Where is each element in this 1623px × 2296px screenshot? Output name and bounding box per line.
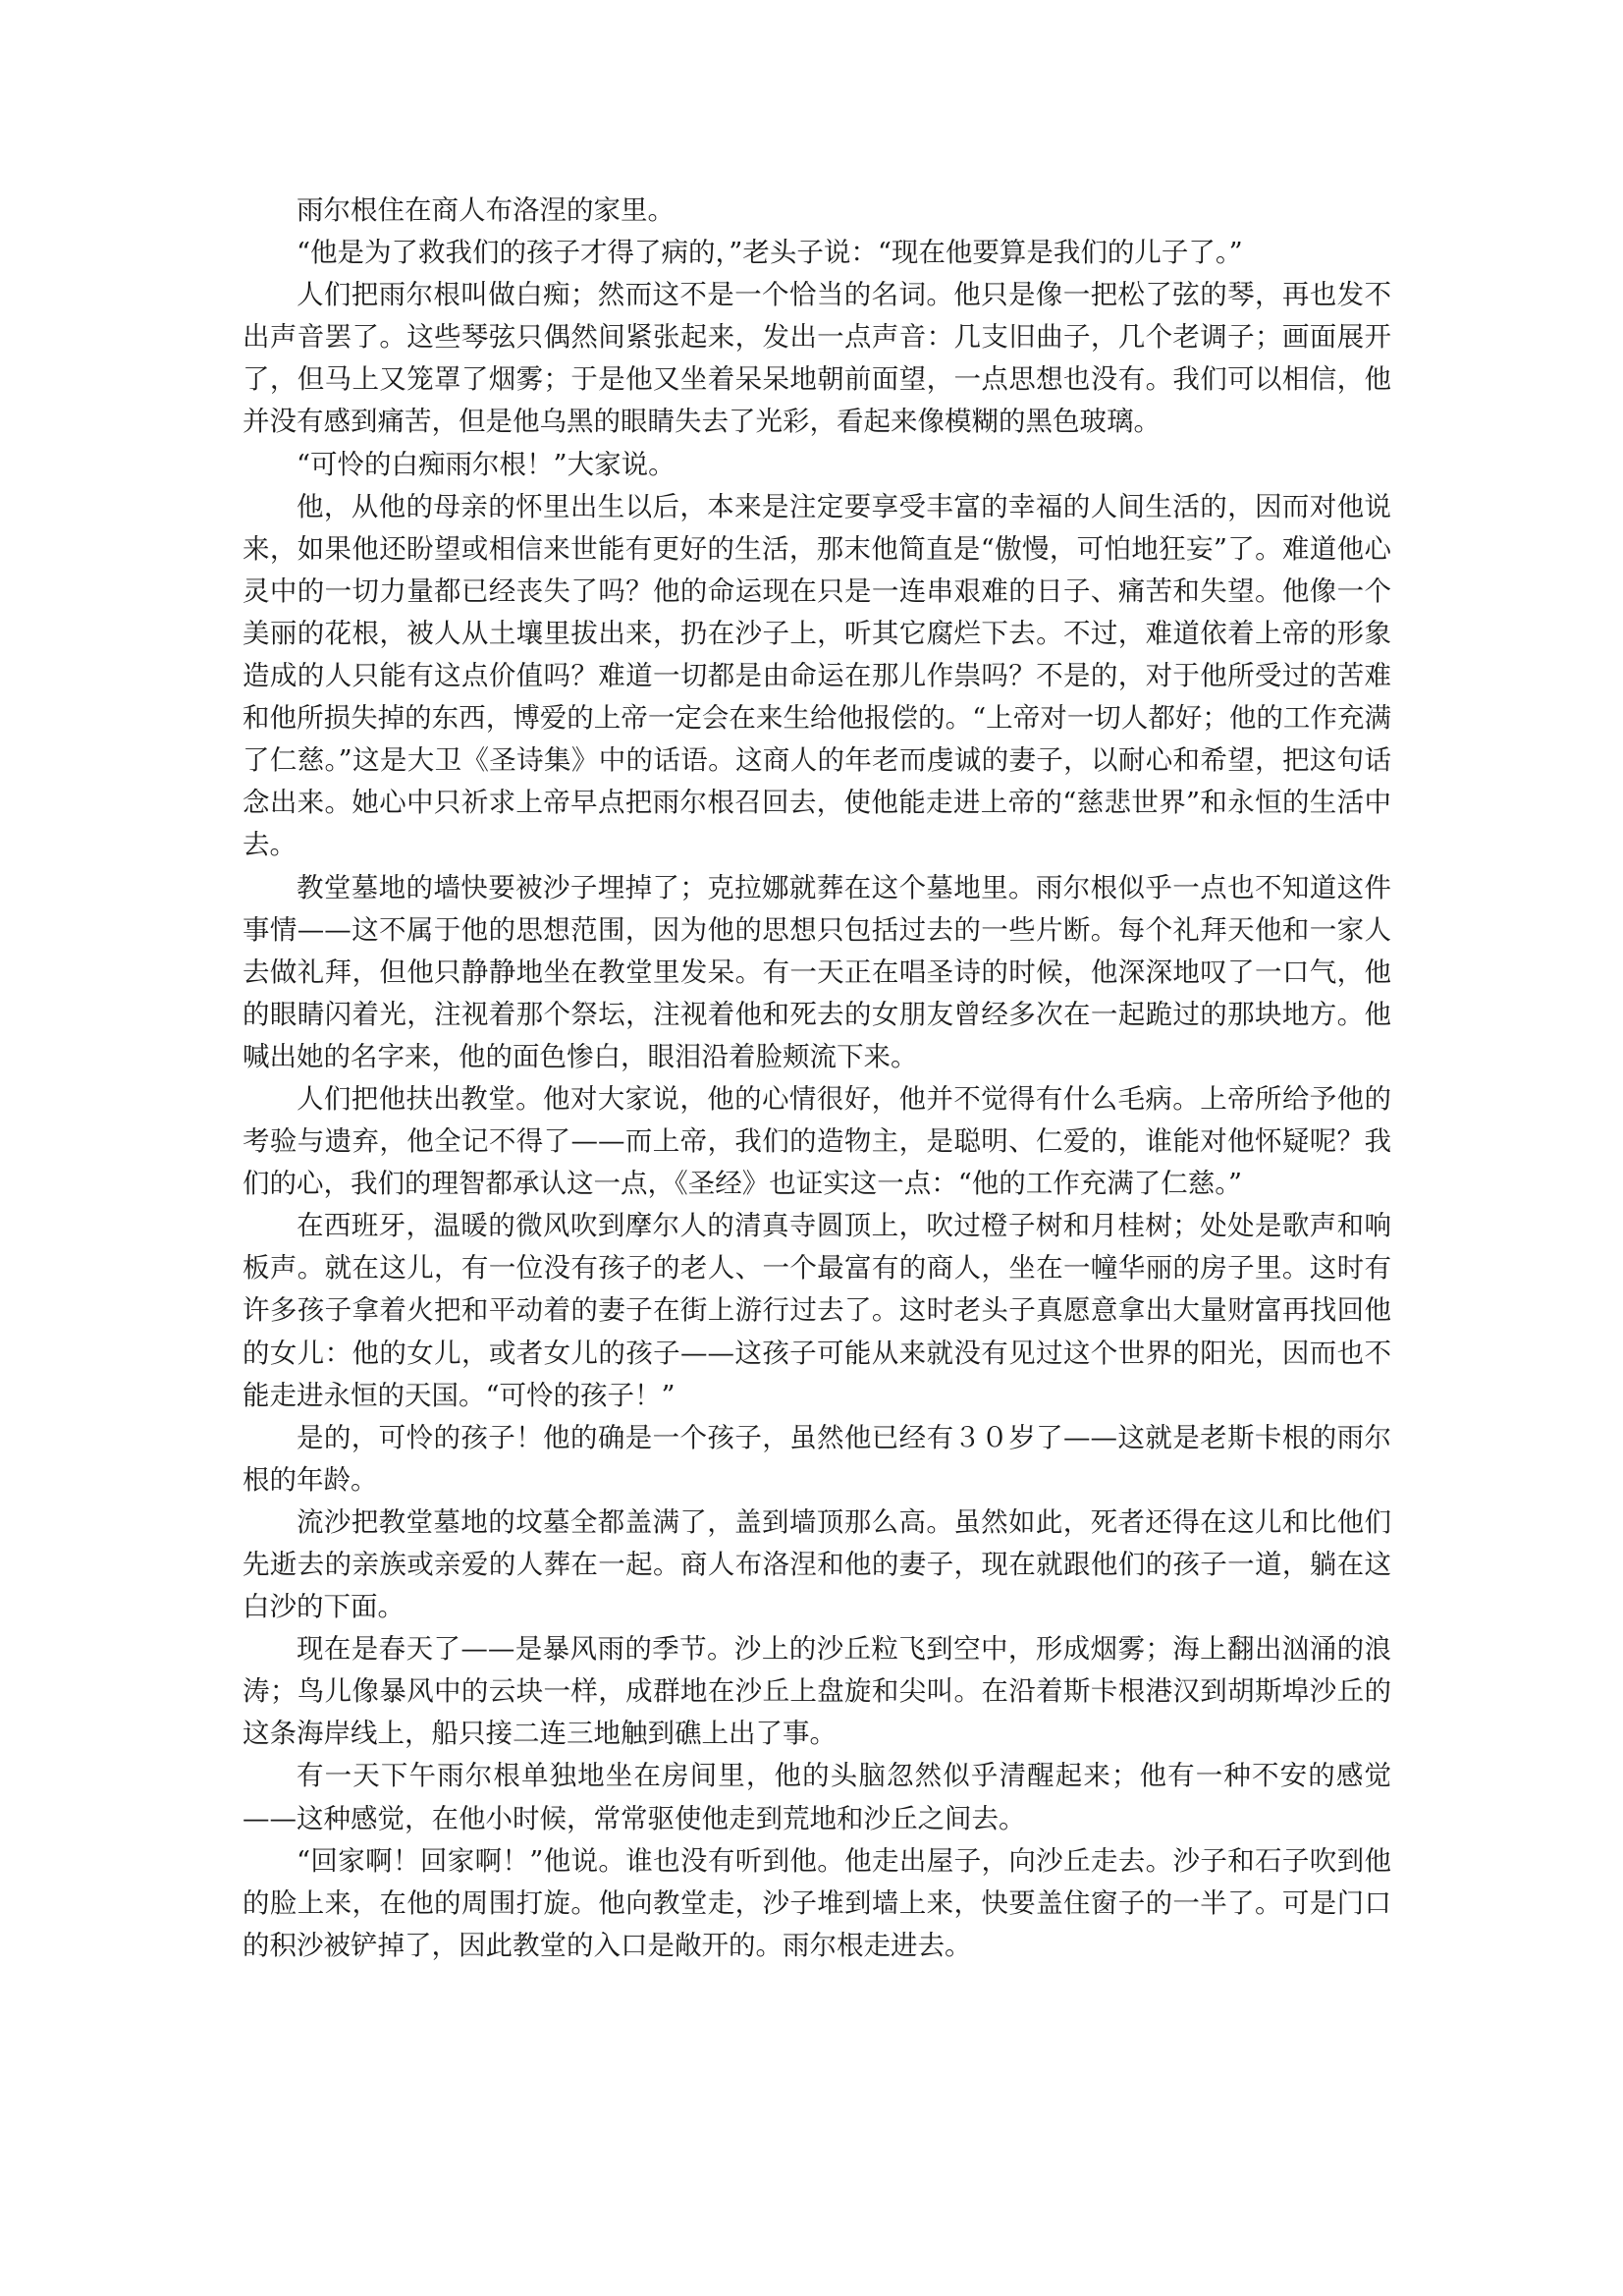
paragraph: “回家啊！回家啊！”他说。谁也没有听到他。他走出屋子，向沙丘走去。沙子和石子吹到他的脸上来，在他的周围打旋。他向教堂走，沙子堆到墙上来，快要盖住窗子的一半了。可是门口的积沙被铲掉了，因此教堂的入口是敞开的。雨尔根走进去。 <box>243 1844 1391 1961</box>
paragraph: 人们把雨尔根叫做白痴；然而这不是一个恰当的名词。他只是像一把松了弦的琴，再也发不出声音罢了。这些琴弦只偶然间紧张起来，发出一点声音：几支旧曲子，几个老调子；画面展开了，但马上又笼罩了烟雾；于是他又坐着呆呆地朝前面望，一点思想也没有。我们可以相信，他并没有感到痛苦，但是他乌黑的眼睛失去了光彩，看起来像模糊的黑色玻璃。 <box>243 279 1391 438</box>
paragraph: 是的，可怜的孩子！他的确是一个孩子，虽然他已经有３０岁了——这就是老斯卡根的雨尔根的年龄。 <box>243 1421 1391 1496</box>
paragraph: 雨尔根住在商人布洛涅的家里。 <box>297 194 675 226</box>
paragraph: 流沙把教堂墓地的坟墓全都盖满了，盖到墙顶那么高。虽然如此，死者还得在这儿和比他们先逝去的亲族或亲爱的人葬在一起。商人布洛涅和他的妻子，现在就跟他们的孩子一道，躺在这白沙的下面。 <box>243 1505 1391 1623</box>
paragraph: “可怜的白痴雨尔根！”大家说。 <box>297 448 676 480</box>
paragraph: 教堂墓地的墙快要被沙子埋掉了；克拉娜就葬在这个墓地里。雨尔根似乎一点也不知道这件事情——这不属于他的思想范围，因为他的思想只包括过去的一些片断。每个礼拜天他和一家人去做礼拜，但他只静静地坐在教堂里发呆。有一天正在唱圣诗的时候，他深深地叹了一口气，他的眼睛闪着光，注视着那个祭坛，注视着他和死去的女朋友曾经多次在一起跪过的那块地方。他喊出她的名字来，他的面色惨白，眼泪沿着脸颊流下来。 <box>243 871 1391 1072</box>
paragraph: 在西班牙，温暖的微风吹到摩尔人的清真寺圆顶上，吹过橙子树和月桂树；处处是歌声和响板声。就在这儿，有一位没有孩子的老人、一个最富有的商人，坐在一幢华丽的房子里。这时有许多孩子拿着火把和平动着的妻子在街上游行过去了。这时老头子真愿意拿出大量财富再找回他的女儿：他的女儿，或者女儿的孩子——这孩子可能从来就没有见过这个世界的阳光，因而也不能走进永恒的天国。“可怜的孩子！” <box>243 1210 1391 1411</box>
body-text <box>243 190 1391 1967</box>
paragraph: 人们把他扶出教堂。他对大家说，他的心情很好，他并不觉得有什么毛病。上帝所给予他的考验与遗弃，他全记不得了——而上帝，我们的造物主，是聪明、仁爱的，谁能对他怀疑呢？我们的心，我们的理智都承认这一点，《圣经》也证实这一点：“他的工作充满了仁慈。” <box>243 1082 1391 1200</box>
paragraph: 他，从他的母亲的怀里出生以后，本来是注定要享受丰富的幸福的人间生活的，因而对他说来，如果他还盼望或相信来世能有更好的生活，那末他简直是“傲慢，可怕地狂妄”了。难道他心灵中的一切力量都已经丧失了吗？他的命运现在只是一连串艰难的日子、痛苦和失望。他像一个美丽的花根，被人从土壤里拔出来，扔在沙子上，听其它腐烂下去。不过，难道依着上帝的形象造成的人只能有这点价值吗？难道一切都是由命运在那儿作祟吗？不是的，对于他所受过的苦难和他所损失掉的东西，博爱的上帝一定会在来生给他报偿的。“上帝对一切人都好；他的工作充满了仁慈。”这是大卫《圣诗集》中的话语。这商人的年老而虔诚的妻子，以耐心和希望，把这句话念出来。她心中只祈求上帝早点把雨尔根召回去，使他能走进上帝的“慈悲世界”和永恒的生活中去。 <box>243 490 1391 861</box>
paragraph: 现在是春天了——是暴风雨的季节。沙上的沙丘粒飞到空中，形成烟雾；海上翻出汹涌的浪涛；鸟儿像暴风中的云块一样，成群地在沙丘上盘旋和尖叫。在沿着斯卡根港汉到胡斯埠沙丘的这条海岸线上，船只接二连三地触到礁上出了事。 <box>243 1633 1391 1750</box>
paragraph: 有一天下午雨尔根单独地坐在房间里，他的头脑忽然似乎清醒起来；他有一种不安的感觉——这种感觉，在他小时候，常常驱使他走到荒地和沙丘之间去。 <box>243 1760 1391 1834</box>
paragraph: “他是为了救我们的孩子才得了病的，”老头子说：“现在他要算是我们的儿子了。” <box>297 237 1243 269</box>
